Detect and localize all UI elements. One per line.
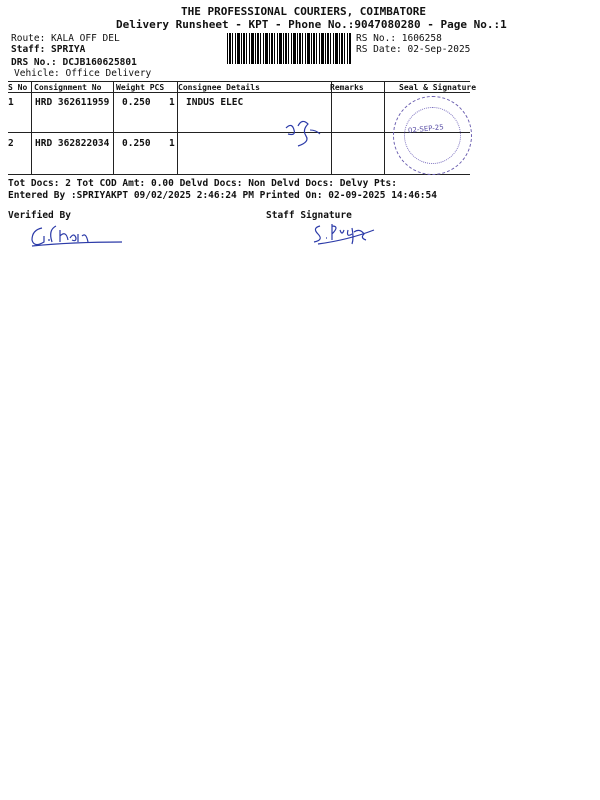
runsheet-subtitle: Delivery Runsheet - KPT - Phone No.:9047080280 - Page No.:1 — [116, 18, 507, 31]
header-consignment: Consignment No — [34, 83, 102, 92]
vehicle-label: Vehicle: Office Delivery — [14, 68, 152, 79]
table-header-rule — [8, 92, 470, 93]
row-consignee: INDUS ELEC — [186, 97, 244, 108]
staff-label: Staff: SPRIYA — [11, 44, 86, 55]
rs-number: RS No.: 1606258 — [356, 33, 442, 44]
row-pcs: 1 — [169, 97, 175, 108]
col-divider-3 — [177, 81, 178, 174]
header-sno: S No — [8, 83, 28, 92]
handwritten-mark — [280, 108, 330, 158]
drs-number: DRS No.: DCJB160625801 — [11, 57, 137, 68]
verifier-signature — [28, 220, 128, 250]
row-weight: 0.250 — [122, 138, 151, 149]
entered-by-line: Entered By :SPRIYAKPT 09/02/2025 2:46:24 PM Printed On: 02-09-2025 14:46:54 — [8, 190, 437, 201]
staff-signature — [310, 220, 390, 250]
company-name: THE PROFESSIONAL COURIERS, COIMBATORE — [181, 5, 427, 18]
row-weight: 0.250 — [122, 97, 151, 108]
row-sno: 2 — [8, 138, 14, 149]
col-divider-2 — [113, 81, 114, 174]
row-consignment-no: HRD 362822034 — [35, 138, 110, 149]
header-consignee: Consignee Details — [178, 83, 260, 92]
header-remarks: Remarks — [330, 83, 364, 92]
verified-by-label: Verified By — [8, 210, 71, 221]
header-seal-signature: Seal & Signature — [399, 83, 477, 92]
rs-date: RS Date: 02-Sep-2025 — [356, 44, 471, 55]
company-seal-stamp — [393, 96, 472, 175]
seal-inner-ring — [404, 107, 461, 164]
barcode — [227, 33, 351, 64]
col-divider-1 — [31, 81, 32, 174]
totals-line: Tot Docs: 2 Tot COD Amt: 0.00 Delvd Docs: Non Delvd Docs: Delvy Pts: — [8, 178, 397, 189]
seal-date: 02-SEP-25 — [407, 123, 445, 135]
staff-signature-label: Staff Signature — [266, 210, 352, 221]
row-pcs: 1 — [169, 138, 175, 149]
route-label: Route: KALA OFF DEL — [11, 33, 120, 44]
col-divider-5 — [384, 81, 385, 174]
row-consignment-no: HRD 362611959 — [35, 97, 110, 108]
table-bottom-rule — [8, 174, 470, 175]
col-divider-4 — [331, 81, 332, 174]
row-sno: 1 — [8, 97, 14, 108]
table-top-rule — [8, 81, 470, 82]
header-weight-pcs: Weight PCS — [116, 83, 165, 92]
